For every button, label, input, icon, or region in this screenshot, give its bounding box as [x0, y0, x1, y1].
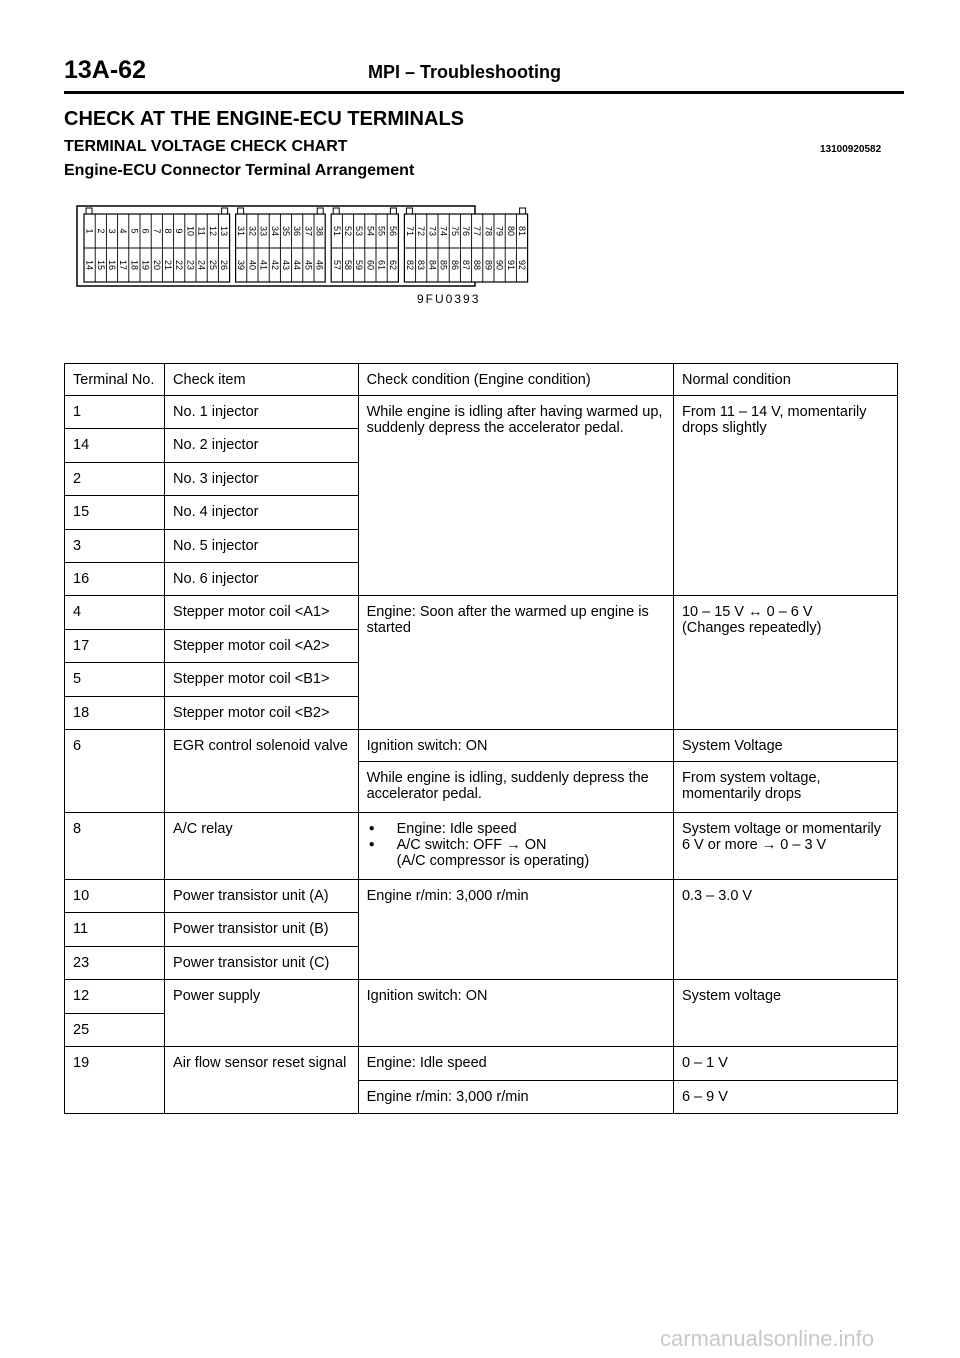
pin-label: 7 [151, 228, 162, 234]
pin-label: 16 [107, 259, 117, 271]
pin-label: 88 [472, 259, 483, 271]
pin-label: 9 [174, 228, 185, 234]
header-rule [64, 91, 904, 94]
check-item-cell: A/C relay [165, 813, 359, 880]
bullet-item: ● Engine: Idle speed [367, 821, 665, 837]
terminal-cell: 8 [65, 813, 165, 880]
check-item-cell: Power transistor unit (C) [165, 947, 359, 980]
pin-label: 56 [387, 225, 398, 237]
check-item-cell: No. 6 injector [165, 563, 359, 596]
pin-label: 92 [517, 259, 527, 271]
pin-label: 72 [416, 225, 427, 237]
normal-cell: System voltage [673, 980, 897, 1047]
document-id: 13100920582 [820, 144, 882, 155]
table-row [65, 1047, 898, 1081]
pin-label: 62 [387, 259, 398, 271]
terminal-cell: 1 [65, 396, 165, 429]
pin-label: 73 [427, 225, 438, 237]
check-item-cell: Stepper motor coil <A1> [165, 596, 359, 630]
pin-label: 79 [494, 225, 505, 237]
terminal-cell: 15 [65, 496, 165, 530]
pin-label: 60 [365, 259, 376, 271]
terminal-cell: 18 [65, 697, 165, 730]
check-item-cell: No. 4 injector [165, 496, 359, 530]
connector-key [317, 208, 323, 214]
page-title: MPI – Troubleshooting [368, 62, 561, 82]
condition-cell: While engine is idling, suddenly depress the accelerator pedal. [358, 762, 673, 813]
header-check-condition: Check condition (Engine condition) [358, 364, 673, 396]
pin-label: 82 [405, 259, 415, 271]
pin-label: 22 [174, 259, 185, 271]
pin-label: 80 [505, 225, 516, 237]
pin-label: 25 [207, 259, 218, 271]
connector-key [390, 208, 396, 214]
pin-label: 14 [84, 259, 95, 271]
pin-label: 33 [258, 225, 269, 237]
condition-bullet-list [367, 821, 665, 853]
page-number: 13A-62 [64, 56, 146, 84]
pin-label: 35 [281, 225, 291, 237]
pin-label: 59 [354, 259, 365, 271]
pin-label: 57 [331, 259, 342, 271]
normal-cell: 0 – 1 V [673, 1047, 897, 1081]
terminal-cell: 25 [65, 1014, 165, 1047]
terminal-cell: 19 [65, 1047, 165, 1114]
pin-label: 32 [247, 225, 258, 237]
pin-label: 5 [129, 228, 140, 234]
check-item-cell: Power transistor unit (B) [165, 913, 359, 947]
check-item-cell: No. 2 injector [165, 429, 359, 463]
main-heading: CHECK AT THE ENGINE-ECU TERMINALS [64, 108, 464, 130]
pin-label: 83 [416, 259, 427, 271]
pin-label: 19 [140, 259, 151, 271]
pin-label: 8 [163, 228, 173, 234]
condition-cell: Engine r/min: 3,000 r/min [358, 1081, 673, 1114]
pin-label: 42 [269, 259, 280, 271]
pin-label: 61 [376, 259, 387, 271]
check-item-cell: EGR control solenoid valve [165, 730, 359, 813]
terminal-voltage-table [64, 363, 898, 1114]
pin-label: 43 [281, 259, 291, 271]
pin-label: 13 [219, 225, 229, 237]
pin-label: 86 [449, 259, 460, 271]
condition-cell: Engine r/min: 3,000 r/min [358, 880, 673, 980]
pin-label: 91 [505, 259, 516, 271]
condition-cell: Engine: Soon after the warmed up engine is started [358, 596, 673, 730]
terminal-cell: 4 [65, 596, 165, 630]
connector-key [520, 208, 526, 214]
table-row [65, 813, 898, 880]
terminal-cell: 17 [65, 630, 165, 663]
condition-cell: While engine is idling after having warmed up, suddenly depress the accelerator pedal. [358, 396, 673, 596]
pin-label: 40 [247, 259, 258, 271]
figure-code: 9FU0393 [417, 292, 481, 306]
pin-label: 74 [438, 225, 449, 237]
check-item-cell: Stepper motor coil <B2> [165, 697, 359, 730]
pin-label: 11 [196, 226, 207, 236]
pin-label: 21 [163, 259, 173, 271]
normal-cell: From 11 – 14 V, momentarily drops slightly [673, 396, 897, 596]
pin-label: 17 [118, 259, 129, 271]
normal-cell: 6 – 9 V [673, 1081, 897, 1114]
pin-label: 41 [258, 259, 269, 271]
pin-label: 31 [236, 225, 247, 237]
pin-label: 52 [343, 225, 353, 237]
pin-label: 6 [140, 228, 151, 234]
pin-label: 78 [483, 225, 494, 237]
check-item-cell: No. 5 injector [165, 530, 359, 563]
terminal-cell: 14 [65, 429, 165, 463]
pin-label: 84 [427, 259, 438, 271]
terminal-cell: 16 [65, 563, 165, 596]
table-row [65, 980, 898, 1014]
pin-label: 4 [118, 228, 129, 234]
condition-cell: Engine: Idle speed [358, 1047, 673, 1081]
connector-diagram [76, 200, 527, 288]
pin-label: 15 [95, 259, 106, 271]
header-terminal: Terminal No. [65, 364, 165, 396]
normal-line: System voltage or momentarily [681, 821, 882, 837]
pin-label: 38 [314, 225, 325, 237]
pin-label: 71 [405, 225, 415, 237]
pin-label: 24 [196, 259, 207, 271]
terminal-cell: 23 [65, 947, 165, 980]
table-row [65, 596, 898, 630]
check-item-cell: Stepper motor coil <B1> [165, 663, 359, 697]
normal-line: 10 – 15 V ↔ 0 – 6 V [681, 604, 813, 620]
pin-label: 12 [207, 225, 218, 237]
normal-cell [673, 813, 897, 880]
normal-cell [673, 596, 897, 730]
pin-label: 1 [84, 228, 95, 234]
terminal-cell: 3 [65, 530, 165, 563]
check-item-cell: Stepper motor coil <A2> [165, 630, 359, 663]
connector-key [222, 208, 228, 214]
condition-cell: Ignition switch: ON [358, 980, 673, 1047]
pin-label: 2 [95, 228, 106, 234]
check-item-cell: Power transistor unit (A) [165, 880, 359, 913]
table-row [65, 730, 898, 762]
terminal-cell: 12 [65, 980, 165, 1014]
bullet-item: ● A/C switch: OFF → ON [367, 837, 665, 853]
normal-line: 6 V or more → 0 – 3 V [681, 837, 827, 853]
terminal-cell: 5 [65, 663, 165, 697]
connector-key [333, 208, 339, 214]
terminal-cell: 11 [65, 913, 165, 947]
pin-label: 81 [517, 225, 527, 237]
terminal-cell: 6 [65, 730, 165, 813]
pin-label: 36 [292, 225, 303, 237]
pin-label: 89 [483, 259, 494, 271]
pin-label: 23 [185, 259, 196, 271]
pin-label: 55 [376, 225, 387, 237]
check-item-cell: Power supply [165, 980, 359, 1047]
pin-label: 85 [438, 259, 449, 271]
table-header-row [65, 364, 898, 396]
pin-label: 75 [449, 225, 460, 237]
pin-label: 37 [303, 225, 314, 237]
connector-key [406, 208, 412, 214]
pin-label: 18 [129, 259, 140, 271]
pin-label: 45 [303, 259, 314, 271]
normal-cell: From system voltage, momentarily drops [673, 762, 897, 813]
pin-label: 76 [461, 225, 471, 237]
condition-cell [358, 813, 673, 880]
pin-label: 51 [331, 225, 342, 237]
connector-key [86, 208, 92, 214]
header-check-item: Check item [165, 364, 359, 396]
check-item-cell: No. 1 injector [165, 396, 359, 429]
pin-label: 20 [151, 259, 162, 271]
pin-label: 3 [107, 228, 117, 234]
normal-cell: 0.3 – 3.0 V [673, 880, 897, 980]
watermark: carmanualsonline.info [660, 1326, 875, 1351]
header-normal-condition: Normal condition [673, 364, 897, 396]
pin-label: 26 [219, 259, 229, 271]
pin-label: 39 [236, 259, 247, 271]
pin-label: 54 [365, 225, 376, 237]
pin-label: 44 [292, 259, 303, 271]
pin-label: 58 [343, 259, 353, 271]
normal-line: (Changes repeatedly) [681, 620, 822, 636]
pin-label: 53 [354, 225, 365, 237]
arrangement-heading: Engine-ECU Connector Terminal Arrangement [64, 162, 415, 179]
pin-label: 90 [494, 259, 505, 271]
table-row [65, 396, 898, 429]
terminal-cell: 10 [65, 880, 165, 913]
table-row [65, 880, 898, 913]
connector-key [238, 208, 244, 214]
check-item-cell: Air flow sensor reset signal [165, 1047, 359, 1114]
condition-note: (A/C compressor is operating) [396, 853, 590, 869]
terminal-cell: 2 [65, 463, 165, 496]
chart-heading: TERMINAL VOLTAGE CHECK CHART [64, 138, 348, 155]
pin-label: 46 [314, 259, 325, 271]
normal-cell: System Voltage [673, 730, 897, 762]
pin-label: 34 [269, 225, 280, 237]
check-item-cell: No. 3 injector [165, 463, 359, 496]
condition-cell: Ignition switch: ON [358, 730, 673, 762]
pin-label: 10 [185, 225, 196, 237]
pin-label: 87 [461, 259, 471, 271]
pin-label: 77 [472, 225, 483, 237]
